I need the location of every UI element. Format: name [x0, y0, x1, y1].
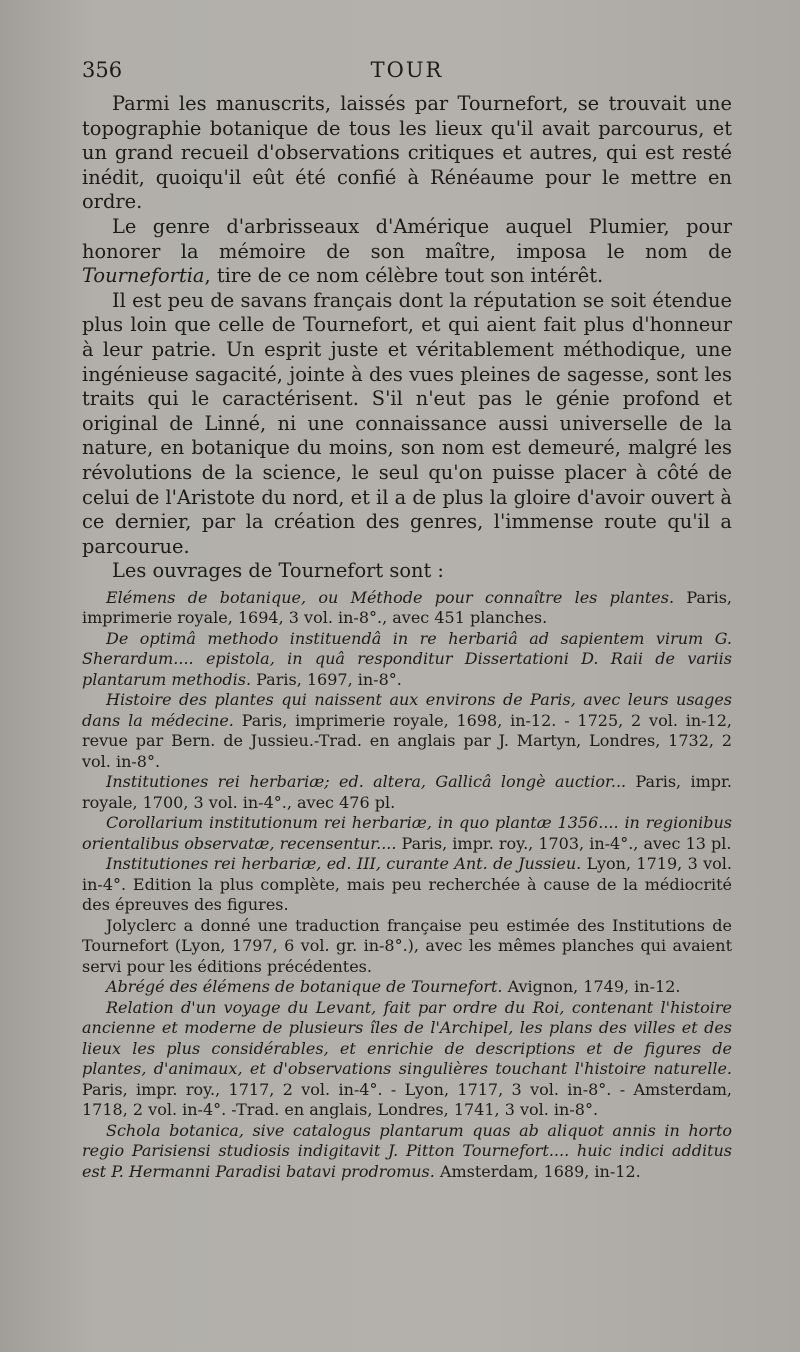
publication-details: Paris, imprimerie royale, 1698, in-12. - 1725, 2 vol. in-12, revue par Bern. de Jussieu.-Trad. en anglais par J. Martyn, Londres, 1732, 2 vol. in-8°. — [82, 710, 732, 771]
publication-details: Paris, impr. roy., 1717, 2 vol. in-4°. - Lyon, 1717, 3 vol. in-8°. - Amsterdam, 1718, 2 vol. in-4°. -Trad. en anglais, Londres, 1741, 3 vol. in-8°. — [82, 1079, 732, 1120]
paragraph-manuscripts: Parmi les manuscrits, laissés par Tournefort, se trouvait une topographie botanique de tous les lieux qu'il avait parcourus, et un grand recueil d'observations critiques et autres, qui est resté inédit, quoiqu'il eût été confié à Rénéaume pour le mettre en ordre. — [82, 92, 732, 214]
page-number: 356 — [82, 58, 123, 82]
publication-details: Lyon, 1719, 3 vol. in-4°. Edition la plus complète, mais peu recherchée à cause de la médiocrité des épreuves des figures. — [82, 854, 733, 915]
running-head: TOUR — [370, 58, 444, 82]
work-title: Institutiones rei herbariæ; ed. altera, Gallicâ longè auctior... — [106, 772, 627, 792]
bibliography-entry — [82, 629, 732, 691]
publication-details: Jolyclerc a donné une traduction française peu estimée des Institutions de Tournefort (Lyon, 1797, 6 vol. gr. in-8°.), avec les mêmes planches qui avaient servi pour les éditions précédentes. — [82, 915, 732, 976]
page-header — [82, 58, 732, 90]
page-body — [82, 92, 732, 1182]
paragraph-text: Le genre d'arbrisseaux d'Amérique auquel Plumier, pour honorer la mémoire de son maître, imposa le nom de — [82, 214, 732, 263]
bibliography-entry — [82, 998, 732, 1121]
work-title: Institutiones rei herbariæ, ed. III, curante Ant. de Jussieu. — [106, 854, 582, 874]
publication-details: Paris, impr. roy., 1703, in-4°., avec 13 pl. — [396, 833, 732, 853]
work-title: Elémens de botanique, ou Méthode pour connaître les plantes. — [106, 587, 675, 607]
work-title: Abrégé des élémens de botanique de Tournefort. — [106, 977, 503, 997]
publication-details: Paris, impr. royale, 1700, 3 vol. in-4°., avec 476 pl. — [82, 772, 732, 812]
publication-details: Paris, 1697, in-8°. — [251, 669, 402, 689]
genus-name: Tournefortia — [82, 264, 205, 288]
paragraph-works-intro: Les ouvrages de Tournefort sont : — [112, 559, 444, 583]
paragraph-tournefortia — [82, 215, 732, 289]
publication-details: Amsterdam, 1689, in-12. — [434, 1161, 641, 1181]
bibliography-entry — [82, 854, 732, 916]
bibliography-entry — [82, 977, 732, 998]
publication-details: Paris, imprimerie royale, 1694, 3 vol. in-8°., avec 451 planches. — [82, 587, 733, 628]
work-title: Relation d'un voyage du Levant, fait par ordre du Roi, contenant l'histoire ancienne et moderne de plusieurs îles de l'Archipel, les plans des villes et des lieux les plus considérables, et enrichie de descriptions et de figures de plantes, d'animaux, et d'observations singulières touchant l'histoire naturelle. — [82, 997, 732, 1079]
bibliography-entry — [82, 772, 732, 813]
publication-details: Avignon, 1749, in-12. — [502, 977, 681, 997]
work-title: Histoire des plantes qui naissent aux environs de Paris, avec leurs usages dans la médecine. — [82, 690, 732, 730]
bibliography-entry — [82, 690, 732, 772]
work-title: Corollarium institutionum rei herbariæ, in quo plantæ 1356.... in regionibus orientalibus observatæ, recensentur.... — [82, 813, 732, 853]
bibliography-list — [82, 588, 732, 1183]
paragraph-reputation: Il est peu de savans français dont la réputation se soit étendue plus loin que celle de Tournefort, et qui aient fait plus d'honneur à leur patrie. Un esprit juste et véritablement méthodique, une ingénieuse sagacité, jointe à des vues pleines de sagesse, sont les traits qui le caractérisent. S'il n'eut pas le génie profond et original de Linné, ni une connaissance aussi universelle de la nature, en botanique du moins, son nom est demeuré, malgré les révolutions de la science, le seul qu'on puisse placer à côté de celui de l'Aristote du nord, et il a de plus la gloire d'avoir ouvert à ce dernier, par la création des genres, l'immense route qu'il a parcourue. — [82, 288, 732, 558]
bibliography-entry — [82, 588, 732, 629]
paragraph-text: , tire de ce nom célèbre tout son intérêt. — [204, 264, 604, 288]
work-title: De optimâ methodo instituendâ in re herbariâ ad sapientem virum G. Sherardum.... epistola, in quâ responditur Dissertationi D. Raii de variis plantarum methodis. — [82, 628, 732, 689]
bibliography-entry — [82, 1121, 732, 1183]
bibliography-note — [82, 916, 732, 978]
work-title: Schola botanica, sive catalogus plantarum quas ab aliquot annis in horto regio Parisiensi studiosis indigitavit J. Pitton Tournefort.... huic indici additus est P. Hermanni Paradisi batavi prodromus. — [82, 1120, 732, 1181]
bibliography-entry — [82, 813, 732, 854]
